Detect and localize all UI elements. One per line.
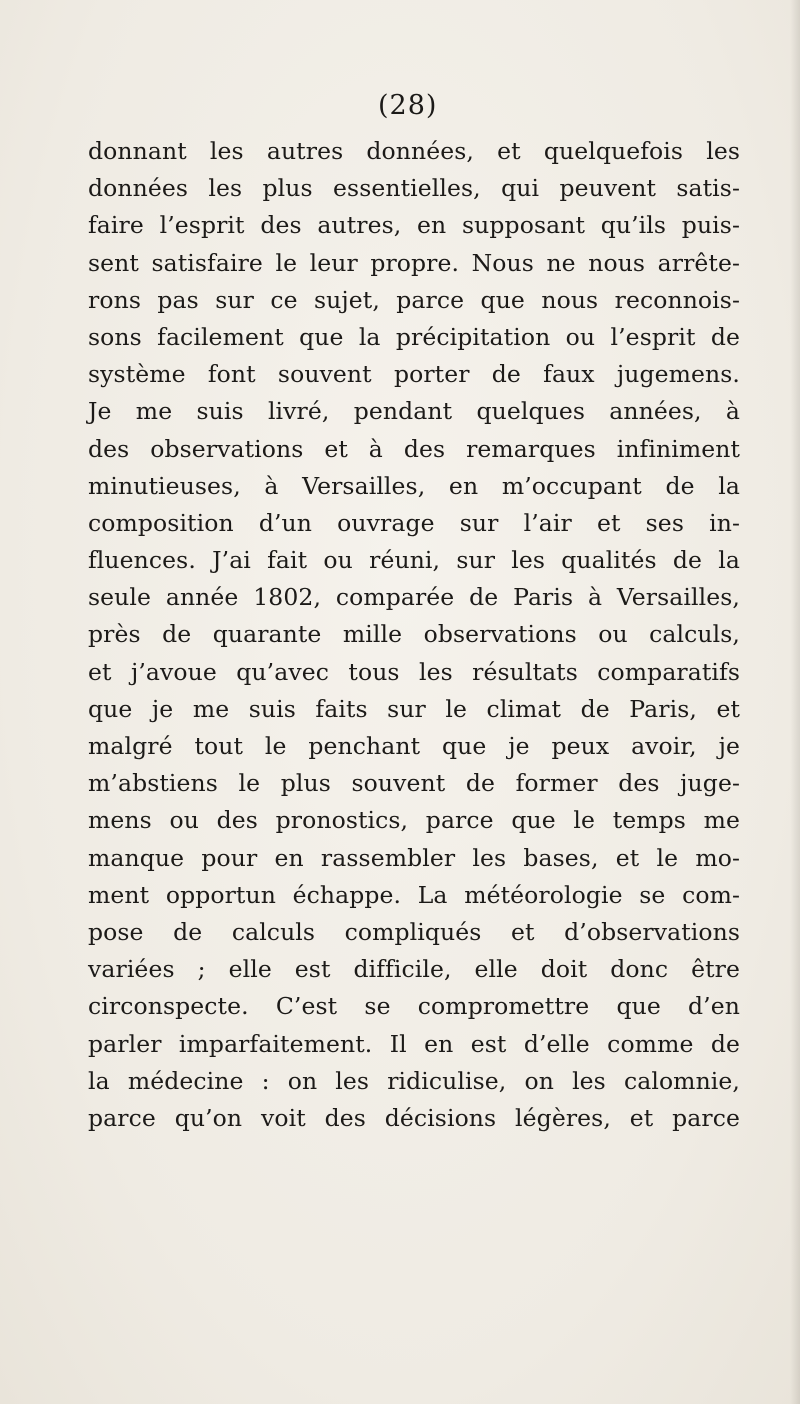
text-line-20: manque pour en rassembler les bases, et le mo- xyxy=(88,843,740,872)
text-line-13: seule année 1802, comparée de Paris à Versailles, xyxy=(88,583,740,612)
text-line-23: variées ; elle est difficile, elle doit donc être xyxy=(88,955,740,984)
text-line-11: composition d’un ouvrage sur l’air et ses in- xyxy=(88,508,740,537)
text-line-16: que je me suis faits sur le climat de Paris, et xyxy=(88,694,740,723)
text-line-1: donnant les autres données, et quelquefois les xyxy=(88,137,740,165)
page-edge-shadow xyxy=(790,0,800,1404)
text-line-9: des observations et à des remarques infiniment xyxy=(88,434,740,463)
text-line-17: malgré tout le penchant que je peux avoir, je xyxy=(88,732,740,760)
text-line-21: ment opportun échappe. La météorologie se com- xyxy=(88,880,740,909)
page-number: (28) xyxy=(378,90,438,121)
text-line-24: circonspecte. C’est se compromettre que d’en xyxy=(88,992,740,1021)
text-line-4: sent satisfaire le leur propre. Nous ne nous arrête- xyxy=(88,248,740,277)
text-line-19: mens ou des pronostics, parce que le temps me xyxy=(88,806,740,835)
text-line-25: parler imparfaitement. Il en est d’elle comme de xyxy=(88,1029,740,1058)
text-line-12: fluences. J’ai fait ou réuni, sur les qualités de la xyxy=(88,546,740,575)
text-line-27: parce qu’on voit des décisions légères, et parce xyxy=(88,1103,740,1132)
text-line-3: faire l’esprit des autres, en supposant qu’ils puis- xyxy=(88,211,740,240)
text-line-18: m’abstiens le plus souvent de former des juge- xyxy=(88,769,740,798)
text-line-6: sons facilement que la précipitation ou l’esprit de xyxy=(88,322,740,351)
text-line-26: la médecine : on les ridiculise, on les calomnie, xyxy=(88,1066,740,1095)
text-line-5: rons pas sur ce sujet, parce que nous reconnois- xyxy=(88,285,740,314)
text-line-8: Je me suis livré, pendant quelques années, à xyxy=(88,397,740,426)
text-line-22: pose de calculs compliqués et d’observations xyxy=(88,917,740,946)
text-line-7: système font souvent porter de faux jugemens. xyxy=(88,360,740,389)
text-line-2: données les plus essentielles, qui peuvent satis- xyxy=(88,174,740,203)
text-line-14: près de quarante mille observations ou calculs, xyxy=(88,620,740,649)
text-line-15: et j’avoue qu’avec tous les résultats comparatifs xyxy=(88,657,740,686)
text-line-10: minutieuses, à Versailles, en m’occupant de la xyxy=(88,471,740,500)
body-text xyxy=(88,133,740,1137)
